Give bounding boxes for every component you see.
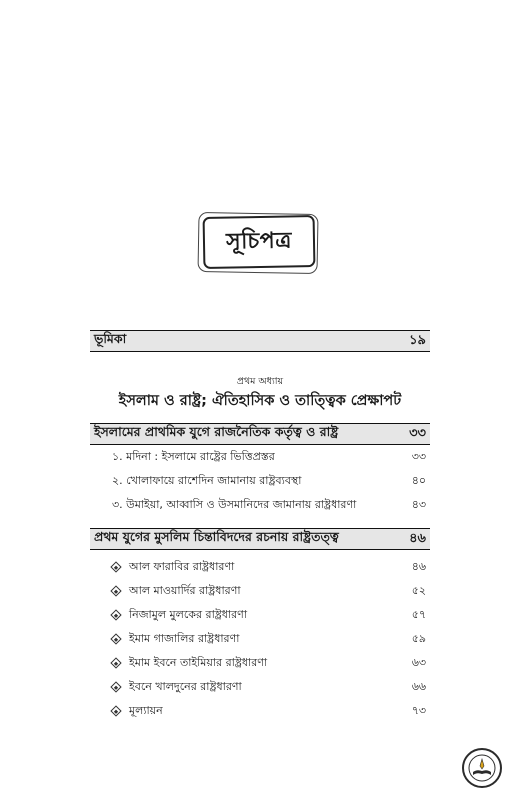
toc-item[interactable] <box>90 496 430 514</box>
toc-item-label: ২. খোলাফায়ে রাশেদিন জামানায় রাষ্ট্রব্যবস্থা <box>112 473 302 487</box>
chapter-label: প্রথম অধ্যায় <box>236 376 284 387</box>
toc-item-label: ৩. উমাইয়া, আব্বাসি ও উসমানিদের জামানায় রাষ্ট্রধারণা <box>112 497 357 511</box>
toc-section-1[interactable] <box>90 423 430 445</box>
toc-section-2[interactable] <box>90 528 430 550</box>
toc-entry-page: ১৯ <box>409 332 426 348</box>
toc-item[interactable] <box>90 654 430 672</box>
toc-item-page: ৬৩ <box>411 655 426 669</box>
diamond-bullet-icon <box>110 609 121 620</box>
toc-item-label: ইমাম ইবনে তাইমিয়ার রাষ্ট্রধারণা <box>129 655 268 669</box>
toc-entry-preface[interactable] <box>90 330 430 352</box>
toc-item-page: ৫৯ <box>411 631 426 645</box>
toc-section-page: ৪৬ <box>409 530 426 546</box>
toc-item[interactable] <box>90 558 430 576</box>
toc-item-label: নিজামুল মুলকের রাষ্ট্রধারণা <box>129 607 248 621</box>
toc-item-page: ৪০ <box>411 473 426 487</box>
toc-item-label: ইবনে খালদুনের রাষ্ট্রধারণা <box>129 679 242 693</box>
toc-item[interactable] <box>90 606 430 624</box>
toc-title-box <box>203 215 316 269</box>
toc-item-page: ৪৩ <box>411 497 426 511</box>
toc-item-page: ৫২ <box>411 583 426 597</box>
toc-item-label: ১. মদিনা : ইসলামে রাষ্ট্রের ভিত্তিপ্রস্তর <box>112 449 275 463</box>
toc-item-label: ইমাম গাজালির রাষ্ট্রধারণা <box>129 631 240 645</box>
diamond-bullet-icon <box>110 561 121 572</box>
toc-item[interactable] <box>90 702 430 720</box>
toc-item-page: ৬৬ <box>411 679 426 693</box>
toc-item[interactable] <box>90 630 430 648</box>
toc-item[interactable] <box>90 448 430 466</box>
diamond-bullet-icon <box>110 681 121 692</box>
diamond-bullet-icon <box>110 705 121 716</box>
toc-entry-label: ভূমিকা <box>94 331 127 346</box>
toc-item[interactable] <box>90 678 430 696</box>
page-title: সূচিপত্র <box>225 227 293 255</box>
diamond-bullet-icon <box>110 657 121 668</box>
toc-section-label: ইসলামের প্রাথমিক যুগে রাজনৈতিক কর্তৃত্ব ও রাষ্ট্র <box>94 424 339 439</box>
logo-graphic-icon <box>467 753 497 783</box>
toc-item-label: আল ফারাবির রাষ্ট্রধারণা <box>129 559 235 573</box>
chapter-title: ইসলাম ও রাষ্ট্র; ঐতিহাসিক ও তাত্ত্বিক প্রেক্ষাপট <box>118 393 402 409</box>
toc-item-label: আল মাওয়ার্দির রাষ্ট্রধারণা <box>129 583 241 597</box>
toc-item[interactable] <box>90 582 430 600</box>
toc-section-label: প্রথম যুগের মুসলিম চিন্তাবিদদের রচনায় রাষ্ট্রতত্ত্ব <box>94 529 339 544</box>
toc-item-label: মূল্যায়ন <box>129 703 163 717</box>
toc-item-page: ৩৩ <box>411 449 426 463</box>
toc-item[interactable] <box>90 472 430 490</box>
diamond-bullet-icon <box>110 585 121 596</box>
diamond-bullet-icon <box>110 633 121 644</box>
toc-item-page: ৪৬ <box>411 559 426 573</box>
toc-item-page: ৫৭ <box>411 607 426 621</box>
toc-item-page: ৭৩ <box>411 703 426 717</box>
toc-section-page: ৩৩ <box>409 425 426 441</box>
book-pen-logo-icon <box>462 748 502 788</box>
